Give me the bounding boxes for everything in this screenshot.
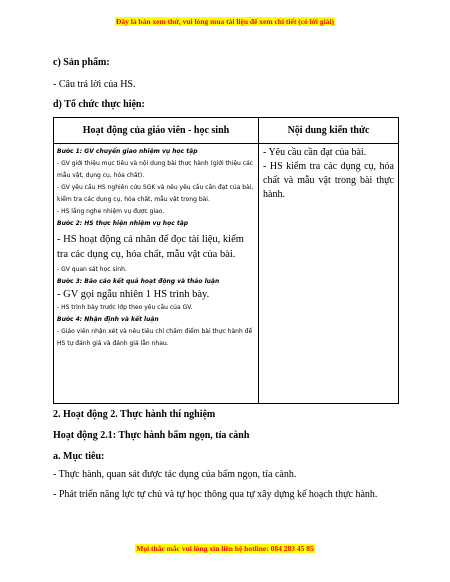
- step1-item: - GV yêu cầu HS nghiên cứu SGK và nêu yêu cầu cần đạt của bài, kiểm tra các dụng cụ, hóa chất, mẫu vật trong bài.: [57, 184, 254, 203]
- product-heading: c) Sản phẩm:: [53, 57, 110, 68]
- knowledge-item: - HS kiểm tra các dụng cụ, hóa chất và mẫu vật trong bài thực hành.: [263, 161, 394, 200]
- step4-title: Bước 4: Nhận định và kết luận: [57, 315, 159, 323]
- hotline-banner: [0, 538, 450, 556]
- activity2-heading: 2. Hoạt động 2. Thực hành thí nghiệm: [53, 409, 216, 420]
- table-header-row: [54, 118, 399, 144]
- knowledge-content-cell: [259, 144, 399, 404]
- teacher-student-header: Hoạt động của giáo viên - học sinh: [54, 118, 259, 144]
- step2-item: - GV quan sát học sinh.: [57, 266, 127, 273]
- activity-table: [53, 117, 399, 404]
- step3-title: Bước 3: Báo cáo kết quả hoạt động và thảo luận: [57, 278, 220, 285]
- product-text: - Câu trả lời của HS.: [53, 79, 136, 90]
- objective-item: - Phát triển năng lực tự chủ và tự học thông qua tự xây dựng kế hoạch thực hành.: [53, 489, 378, 500]
- teacher-student-cell: [54, 144, 259, 404]
- step3-item: - GV gọi ngẫu nhiên 1 HS trình bày.: [57, 289, 210, 300]
- table-row: [54, 144, 399, 404]
- objectives-heading: a. Mục tiêu:: [53, 451, 105, 462]
- activity21-heading: Hoạt động 2.1: Thực hành bấm ngọn, tỉa cành: [53, 430, 250, 441]
- step2-title: Bước 2: HS thực hiện nhiệm vụ học tập: [57, 220, 189, 227]
- objective-item: - Thực hành, quan sát được tác dụng của bấm ngọn, tỉa cành.: [53, 469, 297, 480]
- step1-item: - HS lắng nghe nhiệm vụ được giao.: [57, 208, 165, 215]
- step4-item: - Giáo viên nhận xét và nêu tiêu chí chấm điểm bài thực hành để HS tự đánh giá và đánh giá lẫn nhau.: [57, 327, 253, 347]
- knowledge-item: - Yêu cầu cần đạt của bài.: [263, 147, 367, 158]
- step1-item: - GV giới thiệu mục tiêu và nội dung bài thực hành (giới thiệu các mẫu vật, dụng cụ, hóa chất).: [57, 160, 254, 179]
- organization-heading: d) Tổ chức thực hiện:: [53, 99, 145, 110]
- hotline-banner-text: Mọi thắc mắc vui lòng xin liên hệ hotline: 084 283 45 85: [136, 544, 314, 553]
- step1-title: Bước 1: GV chuyển giao nhiệm vụ học tập: [57, 148, 198, 155]
- step2-item: - HS hoạt động cá nhân để đọc tài liệu, kiểm tra các dụng cụ, hóa chất, mẫu vật của bài.: [57, 234, 244, 260]
- preview-banner: [0, 11, 450, 29]
- step3-item: - HS trình bày trước lớp theo yêu cầu của GV.: [57, 303, 193, 311]
- preview-banner-text: Đây là bản xem thử, vui lòng mua tài liệu để xem chi tiết (có lời giải): [115, 17, 335, 26]
- knowledge-content-header: Nội dung kiến thức: [259, 118, 399, 144]
